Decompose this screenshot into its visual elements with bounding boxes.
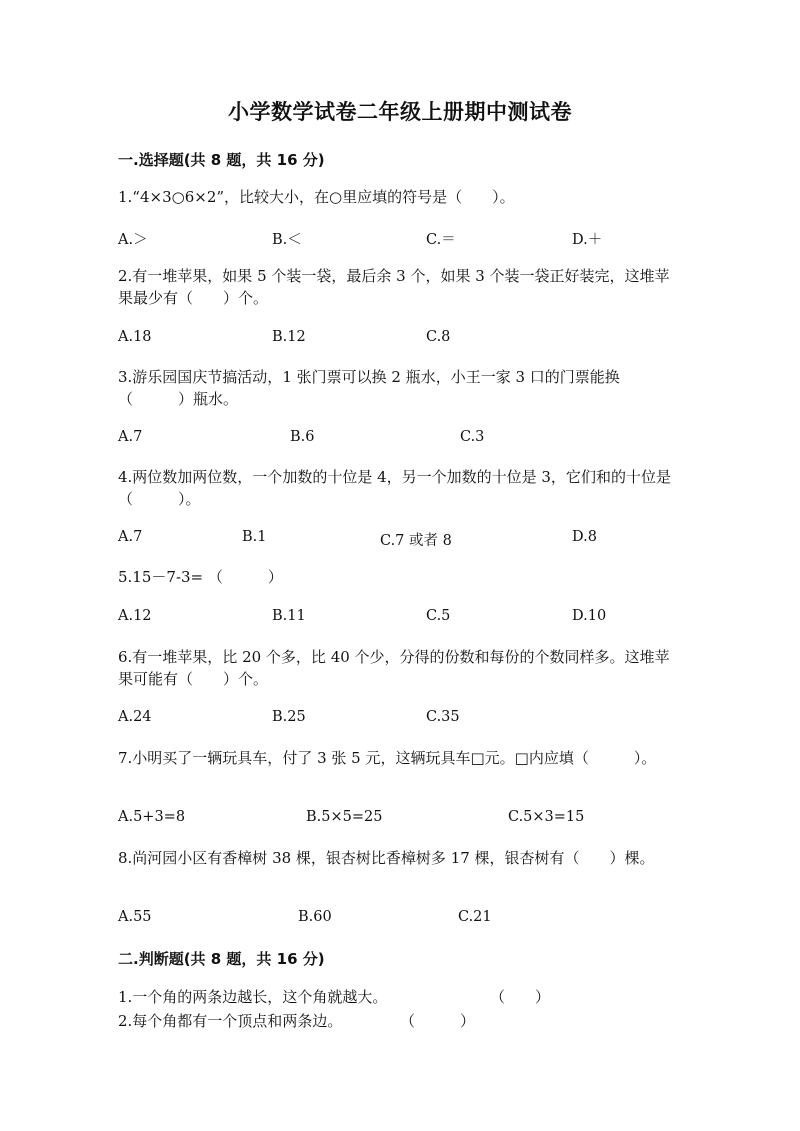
judgment-text: 2.每个角都有一个顶点和两条边。	[118, 1012, 343, 1030]
option-c: C.7 或者 8	[380, 533, 452, 549]
question-stem: 4.两位数加两位数，一个加数的十位是 4，另一个加数的十位是 3，它们和的十位是（ ）。	[118, 468, 671, 508]
section-heading-judgment: 二.判断题(共 8 题，共 16 分)	[118, 950, 325, 968]
option-c: C.＝	[426, 232, 456, 248]
page-title: 小学数学试卷二年级上册期中测试卷	[228, 100, 572, 124]
question-stem: 2.有一堆苹果，如果 5 个装一袋，最后余 3 个，如果 3 个装一袋正好装完，这堆苹果最少有（ ）个。	[118, 267, 670, 307]
question-stem: 7.小明买了一辆玩具车，付了 3 张 5 元，这辆玩具车□元。□内应填（ ）。	[118, 749, 657, 767]
question-stem: 8.尚河园小区有香樟树 38 棵，银杏树比香樟树多 17 棵，银杏树有（ ）棵。	[118, 849, 655, 867]
option-b: B.11	[272, 608, 306, 624]
question-stem: 1.“4×3○6×2”，比较大小，在○里应填的符号是（ ）。	[118, 188, 515, 206]
answer-blank: （ ）	[400, 1012, 476, 1030]
answer-blank: （ ）	[490, 988, 551, 1006]
option-d: D.＋	[572, 232, 603, 248]
question-stem: 6.有一堆苹果，比 20 个多，比 40 个少，分得的份数和每份的个数同样多。这堆苹果可能有（ ）个。	[118, 648, 670, 688]
option-b: B.＜	[272, 232, 302, 248]
option-c: C.21	[458, 909, 492, 925]
option-c: C.5	[426, 608, 451, 624]
option-a: A.＞	[118, 232, 148, 248]
option-b: B.5×5=25	[306, 809, 383, 825]
option-a: A.55	[118, 909, 152, 925]
option-c: C.3	[460, 429, 485, 445]
option-d: D.10	[572, 608, 607, 624]
section-heading-choice: 一.选择题(共 8 题，共 16 分)	[118, 151, 325, 169]
option-a: A.18	[118, 329, 152, 345]
option-c: C.5×3=15	[508, 809, 585, 825]
option-b: B.12	[272, 329, 306, 345]
option-a: A.5+3=8	[118, 809, 186, 825]
option-c: C.35	[426, 709, 460, 725]
judgment-text: 1.一个角的两条边越长，这个角就越大。	[118, 988, 388, 1006]
option-b: B.60	[298, 909, 332, 925]
judgment-item	[118, 1010, 342, 1031]
option-a: A.24	[118, 709, 152, 725]
option-b: B.1	[242, 529, 267, 545]
option-a: A.7	[118, 429, 143, 445]
question-stem: 3.游乐园国庆节搞活动，1 张门票可以换 2 瓶水，小王一家 3 口的门票能换（ ）瓶水。	[118, 368, 620, 408]
question-stem: 5.15－7-3= （ ）	[118, 568, 283, 586]
option-b: B.6	[290, 429, 315, 445]
judgment-item	[118, 986, 387, 1007]
option-c: C.8	[426, 329, 451, 345]
option-d: D.8	[572, 529, 597, 545]
option-b: B.25	[272, 709, 306, 725]
option-a: A.12	[118, 608, 152, 624]
option-a: A.7	[118, 529, 143, 545]
